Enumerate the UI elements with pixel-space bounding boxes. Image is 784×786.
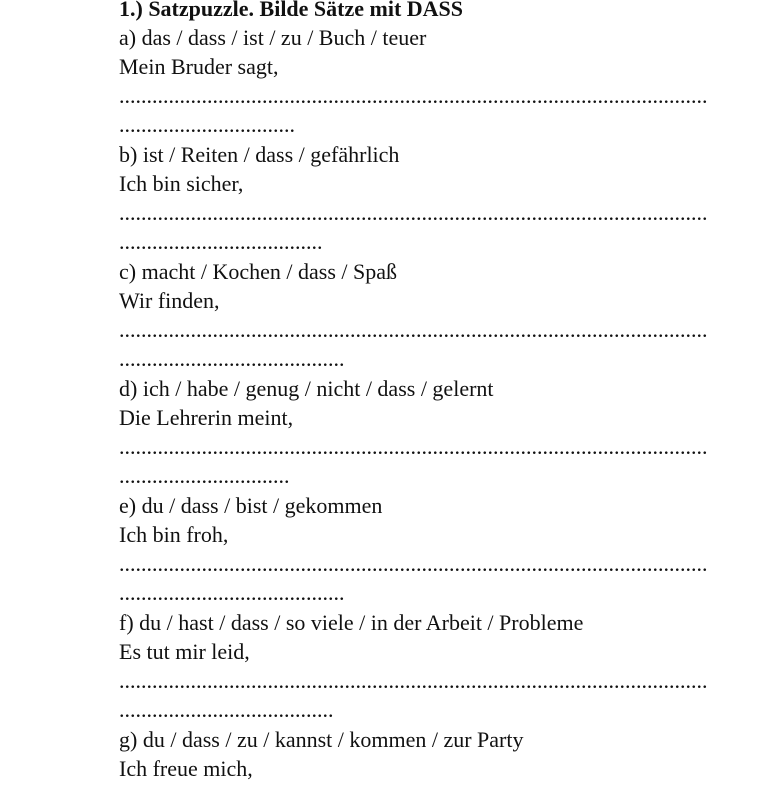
answer-line-continued[interactable]: ......................................... xyxy=(119,346,345,371)
exercise-f xyxy=(119,608,765,725)
sentence-stem: Ich freue mich, xyxy=(119,756,253,781)
answer-line[interactable]: ........................................................................................................... xyxy=(119,551,708,576)
sentence-stem: Ich bin sicher, xyxy=(119,171,244,196)
exercise-prompt: g) du / dass / zu / kannst / kommen / zur Party xyxy=(119,727,524,752)
sentence-stem: Wir finden, xyxy=(119,288,220,313)
exercise-b xyxy=(119,140,765,257)
answer-line-continued[interactable]: ....................................... xyxy=(119,697,334,722)
exercise-prompt: c) macht / Kochen / dass / Spaß xyxy=(119,259,397,284)
exercise-prompt: b) ist / Reiten / dass / gefährlich xyxy=(119,142,400,167)
answer-line[interactable]: ........................................................................................................... xyxy=(119,317,708,342)
sentence-stem: Mein Bruder sagt, xyxy=(119,54,279,79)
exercise-d xyxy=(119,374,765,491)
exercise-a xyxy=(119,23,765,140)
answer-line[interactable]: ........................................................................................................... xyxy=(119,434,708,459)
answer-line-continued[interactable]: ................................ xyxy=(119,112,295,137)
answer-line[interactable]: ........................................................................................................... xyxy=(119,200,708,225)
worksheet-title: 1.) Satzpuzzle. Bilde Sätze mit DASS xyxy=(119,0,464,21)
answer-line-continued[interactable]: ..................................... xyxy=(119,229,323,254)
exercise-e xyxy=(119,491,765,608)
sentence-stem: Ich bin froh, xyxy=(119,522,229,547)
worksheet xyxy=(119,0,765,783)
sentence-stem: Die Lehrerin meint, xyxy=(119,405,294,430)
answer-line-continued[interactable]: ......................................... xyxy=(119,580,345,605)
exercise-prompt: f) du / hast / dass / so viele / in der Arbeit / Probleme xyxy=(119,610,584,635)
answer-line[interactable]: ........................................................................................................... xyxy=(119,668,708,693)
exercise-c xyxy=(119,257,765,374)
exercise-prompt: d) ich / habe / genug / nicht / dass / gelernt xyxy=(119,376,494,401)
exercise-prompt: a) das / dass / ist / zu / Buch / teuer xyxy=(119,25,427,50)
answer-line[interactable]: ........................................................................................................... xyxy=(119,83,708,108)
sentence-stem: Es tut mir leid, xyxy=(119,639,250,664)
exercise-g xyxy=(119,725,765,783)
answer-line-continued[interactable]: ............................... xyxy=(119,463,290,488)
exercise-prompt: e) du / dass / bist / gekommen xyxy=(119,493,383,518)
